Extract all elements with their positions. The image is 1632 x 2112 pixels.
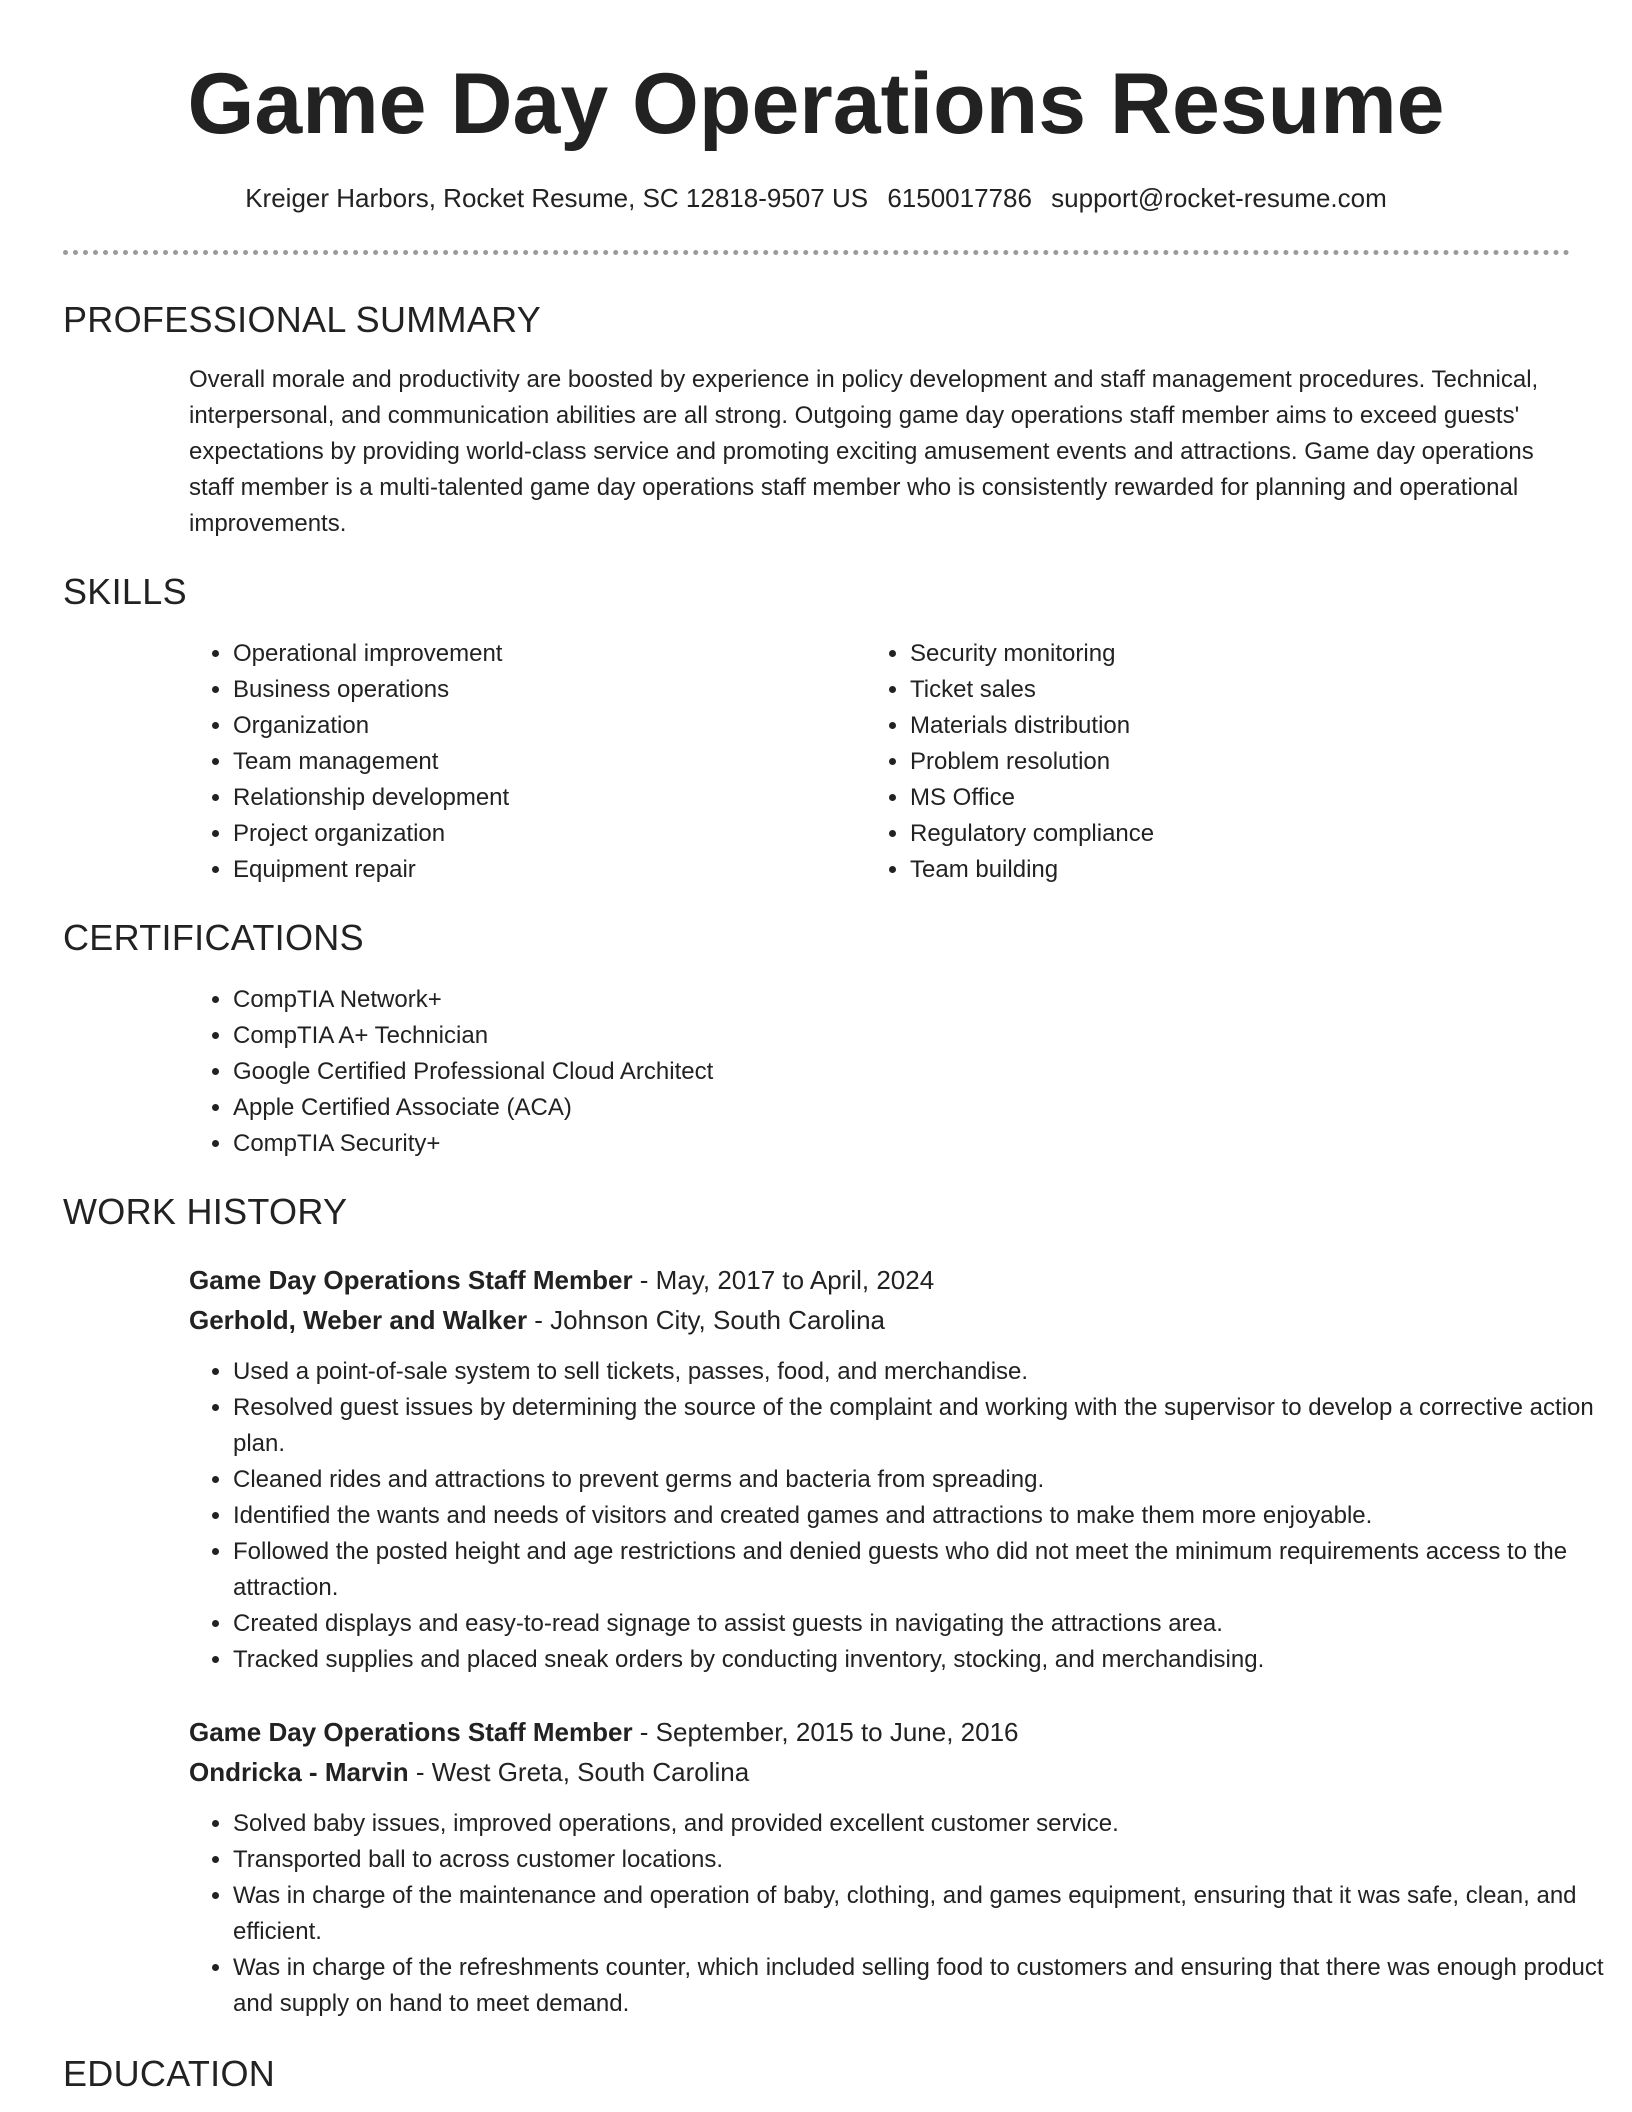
summary-text: Overall morale and productivity are boosted by experience in policy development and staff management procedures. Technical, interpersonal, and communication abilities are all strong. Outgoing game day operations staff member aims to exceed guests' expectations by providing world-class service and promoting exciting amusement events and attractions. Game day operations staff member is a multi-talented game day operations staff member who is consistently rewarded for planning and operational improvements.: [189, 366, 1539, 537]
job-company: Gerhold, Weber and Walker: [189, 1305, 528, 1335]
list-item: • CompTIA A+ Technician: [233, 1018, 1533, 1054]
list-item: • Solved baby issues, improved operations, and provided excellent customer service.: [233, 1806, 1613, 1842]
list-item: • Team building: [910, 852, 1530, 888]
list-item: • Materials distribution: [910, 708, 1530, 744]
list-item: • Created displays and easy-to-read signage to assist guests in navigating the attractions area.: [233, 1606, 1613, 1642]
job-dates: - September, 2015 to June, 2016: [632, 1717, 1019, 1747]
list-item: • Resolved guest issues by determining the source of the complaint and working with the supervisor to develop a corrective action plan.: [233, 1390, 1613, 1462]
job-company: Ondricka - Marvin: [189, 1757, 409, 1787]
skills-heading: SKILLS: [63, 571, 187, 612]
job-title-line: [189, 1260, 934, 1300]
contact-address: Kreiger Harbors, Rocket Resume, SC 12818-9507 US: [245, 183, 869, 213]
job-company-line: [189, 1300, 885, 1340]
skills-list-right: [866, 636, 1530, 888]
summary-heading: PROFESSIONAL SUMMARY: [63, 299, 542, 340]
contact-email[interactable]: support@rocket-resume.com: [1051, 183, 1387, 213]
contact-phone: 6150017786: [887, 183, 1032, 213]
list-item: • Was in charge of the refreshments counter, which included selling food to customers and ensuring that there was enough product and supply on hand to meet demand.: [233, 1950, 1613, 2022]
list-item: • Security monitoring: [910, 636, 1530, 672]
list-item: • Used a point-of-sale system to sell tickets, passes, food, and merchandise.: [233, 1354, 1613, 1390]
list-item: • Ticket sales: [910, 672, 1530, 708]
job-dates: - May, 2017 to April, 2024: [632, 1265, 935, 1295]
list-item: • Project organization: [233, 816, 853, 852]
list-item: • CompTIA Security+: [233, 1126, 1533, 1162]
list-item: • Cleaned rides and attractions to prevent germs and bacteria from spreading.: [233, 1462, 1613, 1498]
list-item: • Regulatory compliance: [910, 816, 1530, 852]
job-location: - Johnson City, South Carolina: [527, 1305, 885, 1335]
job-location: - West Greta, South Carolina: [408, 1757, 750, 1787]
list-item: • Relationship development: [233, 780, 853, 816]
education-heading: EDUCATION: [63, 2053, 276, 2094]
list-item: • Team management: [233, 744, 853, 780]
list-item: • Followed the posted height and age restrictions and denied guests who did not meet the minimum requirements access to the attraction.: [233, 1534, 1613, 1606]
list-item: • Identified the wants and needs of visitors and created games and attractions to make them more enjoyable.: [233, 1498, 1613, 1534]
job-duties-list: [189, 1354, 1613, 1678]
list-item: • Problem resolution: [910, 744, 1530, 780]
list-item: • Transported ball to across customer locations.: [233, 1842, 1613, 1878]
list-item: • Equipment repair: [233, 852, 853, 888]
certifications-heading: CERTIFICATIONS: [63, 917, 364, 958]
list-item: • CompTIA Network+: [233, 982, 1533, 1018]
list-item: • MS Office: [910, 780, 1530, 816]
job-company-line: [189, 1752, 749, 1792]
job-role: Game Day Operations Staff Member: [189, 1265, 633, 1295]
work-history-heading: WORK HISTORY: [63, 1191, 348, 1232]
skills-list-left: [189, 636, 853, 888]
resume-title: Game Day Operations Resume: [187, 56, 1445, 152]
list-item: • Apple Certified Associate (ACA): [233, 1090, 1533, 1126]
list-item: • Was in charge of the maintenance and operation of baby, clothing, and games equipment, ensuring that it was safe, clean, and efficient.: [233, 1878, 1613, 1950]
job-role: Game Day Operations Staff Member: [189, 1717, 633, 1747]
job-duties-list: [189, 1806, 1613, 2022]
contact-info: [0, 180, 1632, 216]
job-title-line: [189, 1712, 1019, 1752]
header-divider: [63, 250, 1570, 255]
certifications-list: [189, 982, 1533, 1162]
list-item: • Google Certified Professional Cloud Architect: [233, 1054, 1533, 1090]
list-item: • Business operations: [233, 672, 853, 708]
list-item: • Tracked supplies and placed sneak orders by conducting inventory, stocking, and merchandising.: [233, 1642, 1613, 1678]
list-item: • Operational improvement: [233, 636, 853, 672]
list-item: • Organization: [233, 708, 853, 744]
